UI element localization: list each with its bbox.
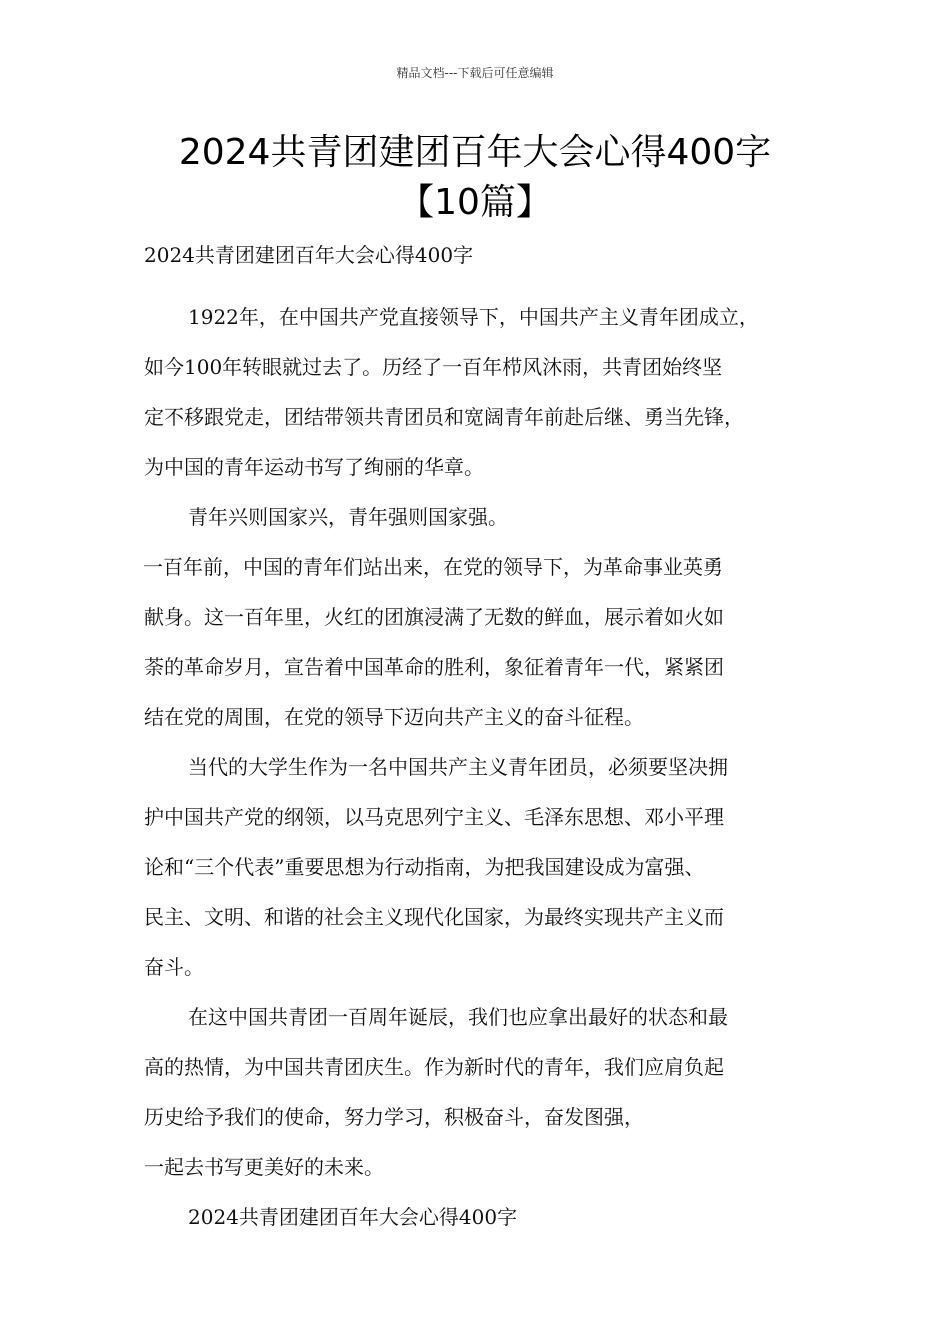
paragraph-line: 荼的革命岁月，宣告着中国革命的胜利，象征着青年一代，紧紧团 — [144, 655, 724, 679]
paragraph-line: 在这中国共青团一百周年诞辰，我们也应拿出最好的状态和最 — [188, 1005, 728, 1029]
paragraph-line: 1922年，在中国共产党直接领导下，中国共产主义青年团成立， — [188, 305, 759, 329]
header-note: 精品文档---下载后可任意编辑 — [396, 66, 554, 80]
paragraph-line: 奋斗。 — [144, 955, 204, 979]
paragraph-line: 青年兴则国家兴，青年强则国家强。 — [188, 505, 508, 529]
paragraph-6 — [144, 1142, 824, 1192]
paragraph-line: 护中国共产党的纲领，以马克思列宁主义、毛泽东思想、邓小平理 — [144, 805, 724, 829]
paragraph-1 — [144, 292, 824, 492]
section-heading — [144, 1192, 824, 1242]
paragraph-line: 如今100年转眼就过去了。历经了一百年栉风沐雨，共青团始终坚 — [144, 355, 723, 379]
title-line-2: 【10篇】 — [398, 182, 552, 223]
subtitle-paragraph — [144, 230, 824, 280]
document-body — [144, 230, 824, 1242]
paragraph-line: 论和“三个代表”重要思想为行动指南，为把我国建设成为富强、 — [144, 855, 705, 879]
paragraph-3 — [144, 542, 824, 742]
paragraph-line: 一起去书写更美好的未来。 — [144, 1155, 384, 1179]
paragraph-line: 一百年前，中国的青年们站出来，在党的领导下，为革命事业英勇 — [143, 555, 723, 579]
paragraph-line: 定不移跟党走，团结带领共青团员和宽阔青年前赴后继、勇当先锋， — [144, 405, 744, 429]
paragraph-line: 为中国的青年运动书写了绚丽的华章。 — [144, 455, 484, 479]
paragraph-line: 结在党的周围，在党的领导下迈向共产主义的奋斗征程。 — [144, 705, 644, 729]
paragraph-line: 2024共青团建团百年大会心得400字 — [144, 243, 474, 267]
title-line-1: 2024共青团建团百年大会心得400字 — [178, 132, 772, 173]
paragraph-line: 高的热情，为中国共青团庆生。作为新时代的青年，我们应肩负起 — [144, 1055, 724, 1079]
paragraph-line: 历史给予我们的使命，努力学习，积极奋斗，奋发图强， — [144, 1105, 644, 1129]
paragraph-line: 当代的大学生作为一名中国共产主义青年团员，必须要坚决拥 — [188, 755, 728, 779]
paragraph-line: 民主、文明、和谐的社会主义现代化国家，为最终实现共产主义而 — [144, 905, 724, 929]
paragraph-5 — [144, 992, 824, 1142]
paragraph-line: 2024共青团建团百年大会心得400字 — [188, 1205, 518, 1229]
document-title — [100, 128, 850, 228]
paragraph-4 — [144, 742, 824, 992]
paragraph-2 — [144, 492, 824, 542]
paragraph-line: 献身。这一百年里，火红的团旗浸满了无数的鲜血，展示着如火如 — [144, 605, 724, 629]
